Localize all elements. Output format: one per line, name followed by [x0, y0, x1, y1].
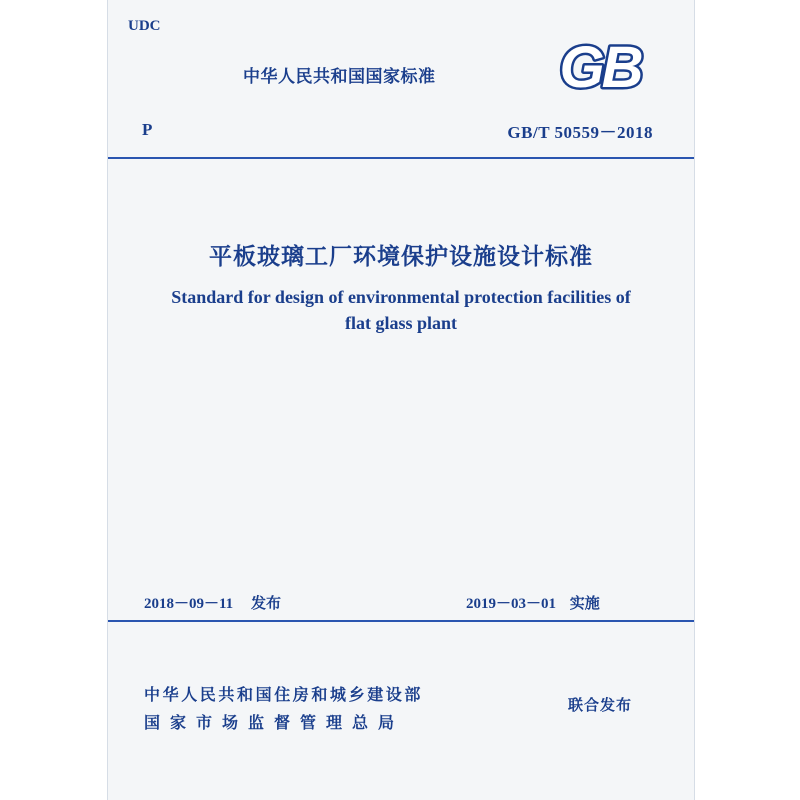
title-english-line-1: Standard for design of environmental protection facilities of [171, 287, 631, 307]
national-standard-label: 中华人民共和国国家标准 [243, 67, 436, 87]
authority-ministry: 中华人民共和国住房和城乡建设部 [144, 685, 424, 704]
standard-code: GB/T 50559－2018 [507, 123, 653, 142]
udc-label: UDC [128, 18, 161, 34]
issue-label: 发布 [250, 594, 281, 612]
standard-cover [107, 0, 695, 800]
title-english [108, 284, 694, 336]
top-divider [108, 157, 694, 159]
classification-letter: P [142, 120, 153, 139]
joint-issue-label: 联合发布 [568, 696, 633, 714]
gb-logo-text: GB [559, 38, 641, 94]
gb-logo-mark [548, 38, 652, 94]
title-english-line-2: flat glass plant [344, 313, 458, 333]
implementation-date-block [466, 592, 600, 613]
authority-samr: 国家市场监督管理总局 [144, 713, 405, 732]
bottom-divider [108, 620, 694, 622]
title-chinese: 平板玻璃工厂环境保护设施设计标准 [209, 244, 593, 270]
implementation-label: 实施 [569, 594, 600, 612]
implementation-date: 2019－03－01 [466, 596, 557, 612]
issue-date-block [144, 592, 281, 613]
issue-date: 2018－09－11 [144, 596, 234, 612]
gb-logo [548, 38, 652, 94]
